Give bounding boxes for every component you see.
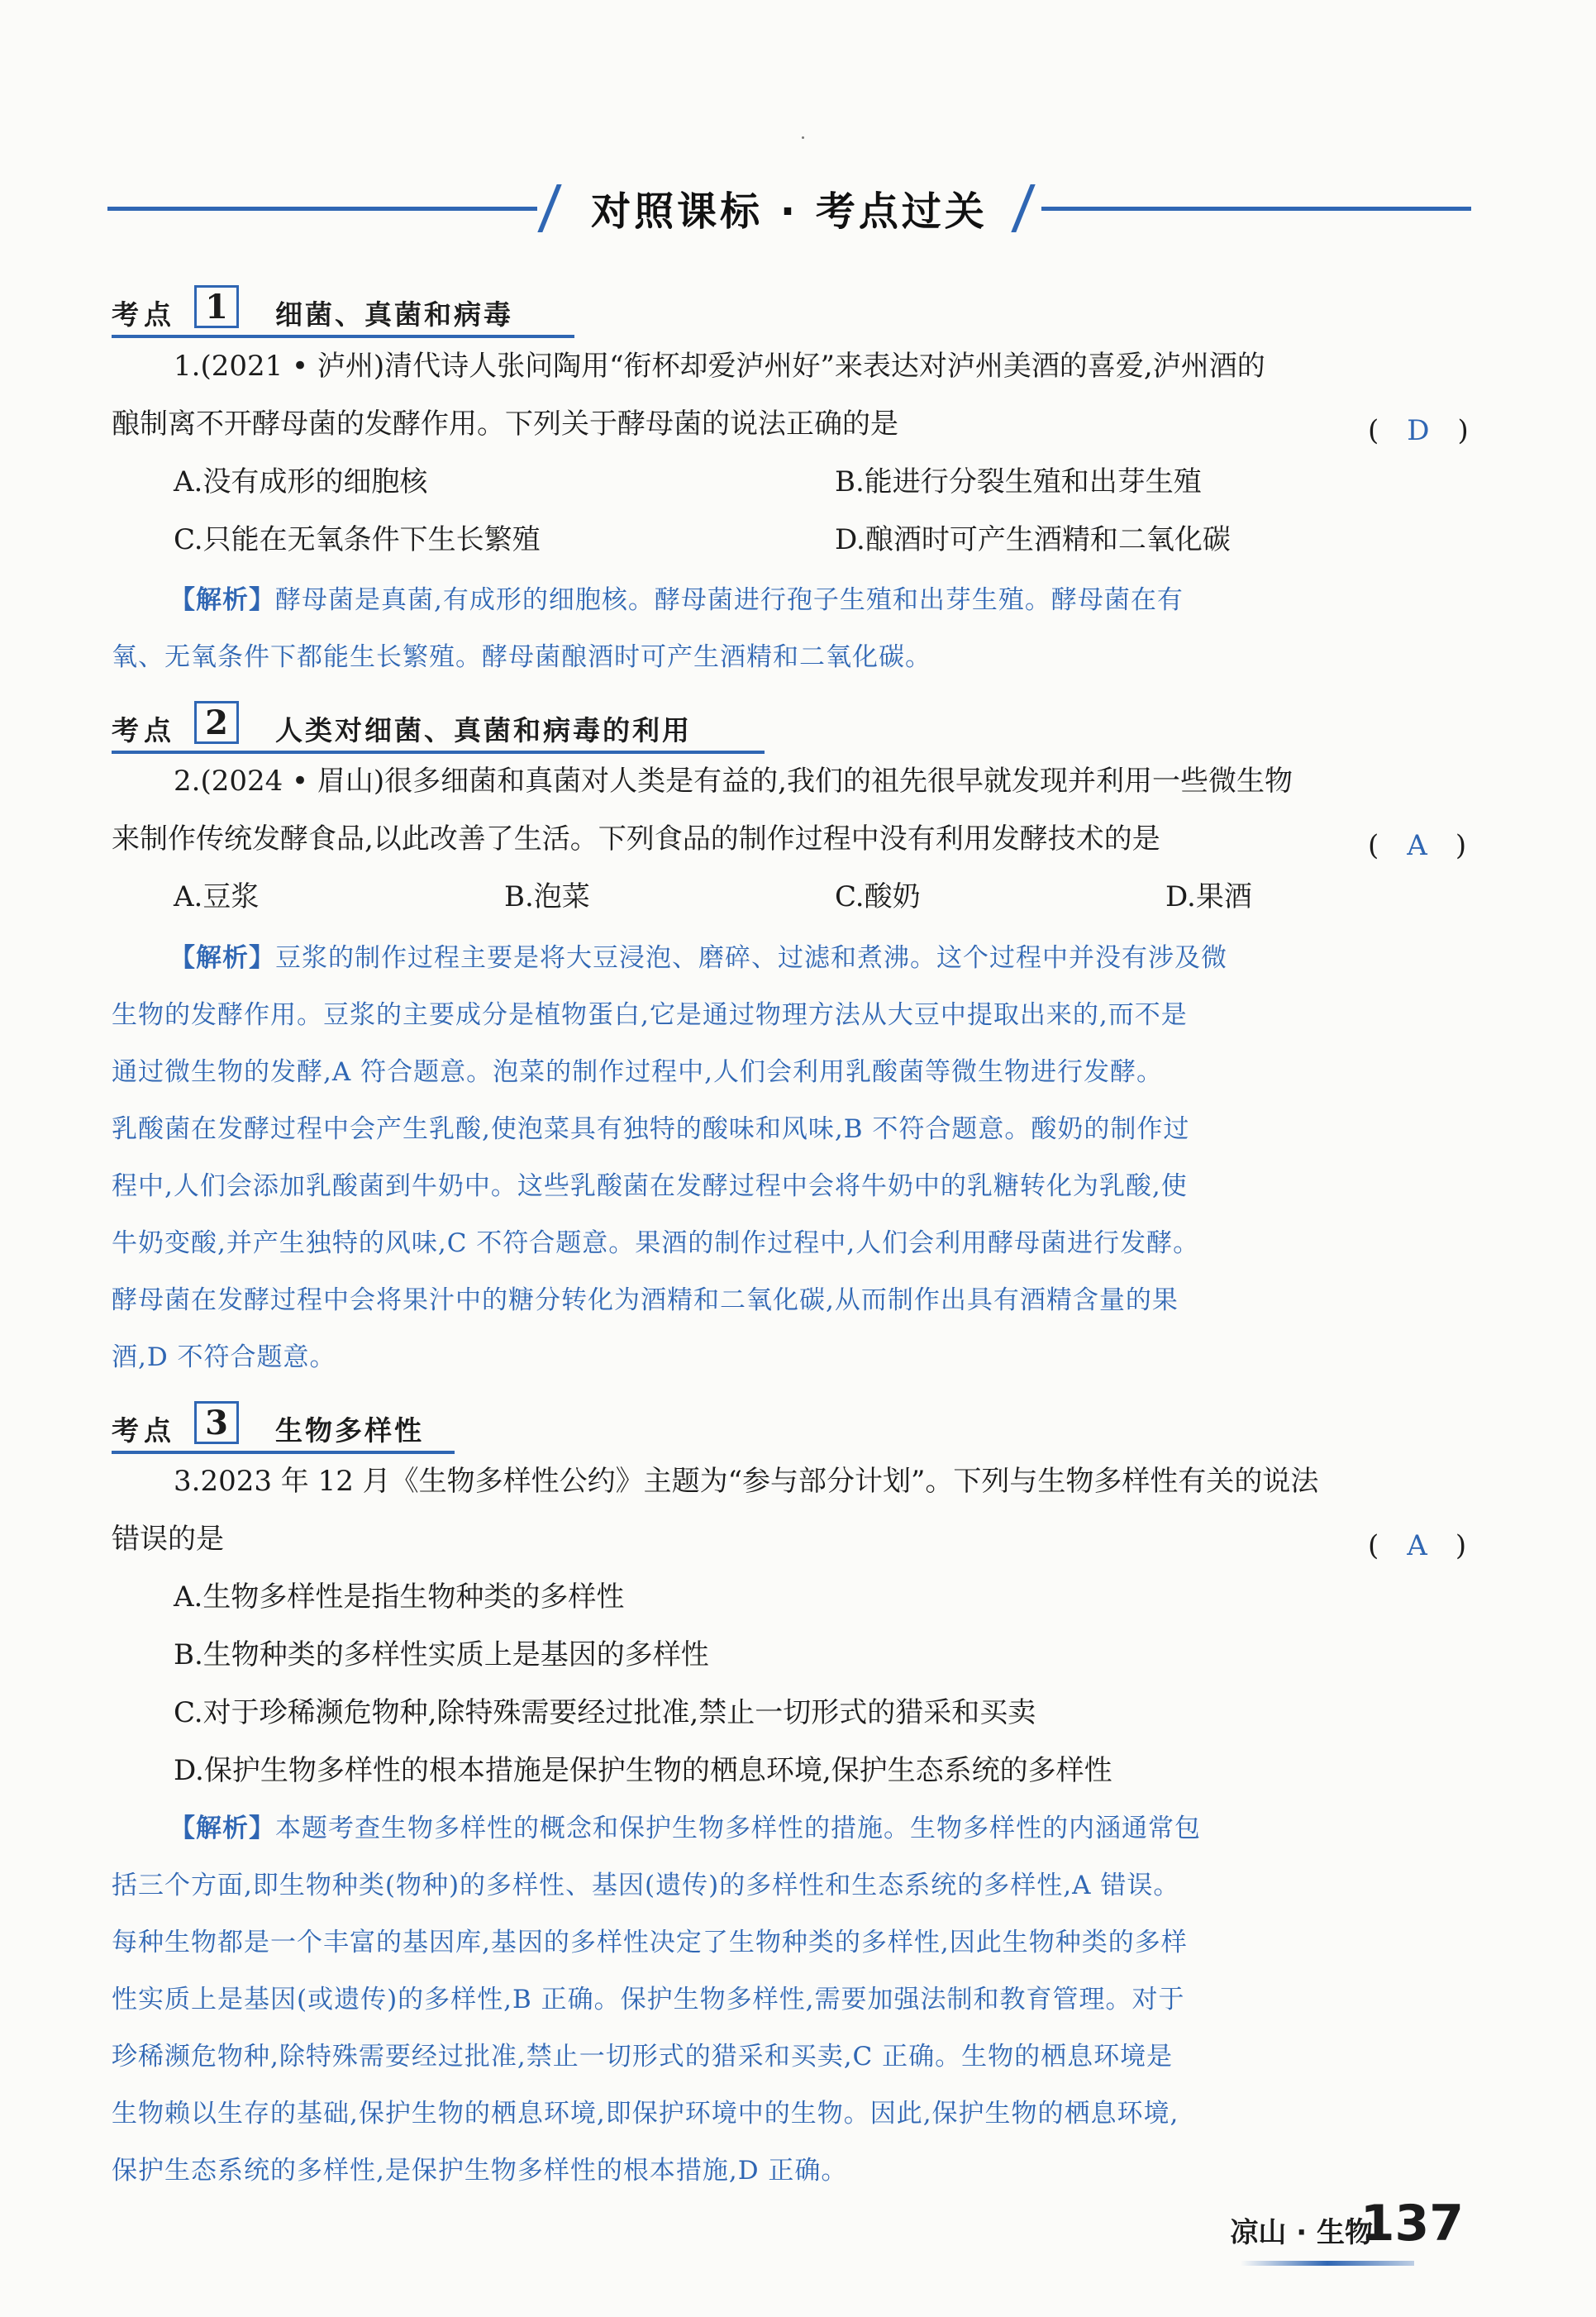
question-1-answer: ( D ) [1368,414,1469,447]
section-underline [112,751,765,754]
analysis-tag: 【解析】 [169,1814,275,1843]
analysis-line: 生物的发酵作用。豆浆的主要成分是植物蛋白,它是通过物理方法从大豆中提取出来的,而不是 [112,1000,1188,1030]
page-title: 对照课标 · 考点过关 [591,188,988,235]
page-footer [1117,2195,1464,2261]
section-underline [112,1451,455,1454]
question-2-option-a: A.豆浆 [174,880,260,913]
header-rule-left [107,207,537,211]
section-label: 考点 [112,1414,176,1447]
analysis-line: 乳酸菌在发酵过程中会产生乳酸,使泡菜具有独特的酸味和风味,B 不符合题意。酸奶的制作过 [112,1114,1190,1144]
header-slash-right [1011,184,1035,232]
analysis-tag: 【解析】 [169,585,275,615]
question-1-line-1: 1.(2021 • 泸州)清代诗人张问陶用“衔杯却爱泸州好”来表达对泸州美酒的喜爱,泸州酒的 [174,350,1265,383]
question-2-line-2: 来制作传统发酵食品,以此改善了生活。下列食品的制作过程中没有利用发酵技术的是 [112,822,1160,856]
analysis-line: 生物赖以生存的基础,保护生物的栖息环境,即保护环境中的生物。因此,保护生物的栖息环境, [112,2099,1179,2129]
analysis-line: 通过微生物的发酵,A 符合题意。泡菜的制作过程中,人们会利用乳酸菌等微生物进行发酵。 [112,1057,1163,1087]
question-3-option-c: C.对于珍稀濒危物种,除特殊需要经过批准,禁止一切形式的猎采和买卖 [174,1696,1036,1729]
answer-letter: A [1407,1529,1427,1562]
section-header-1 [112,285,574,338]
section-title: 细菌、真菌和病毒 [275,298,513,331]
page-header [107,169,1471,244]
analysis-text: 酵母菌是真菌,有成形的细胞核。酵母菌进行孢子生殖和出芽生殖。酵母菌在有 [275,585,1184,615]
answer-letter: D [1407,414,1430,447]
analysis-line: 括三个方面,即生物种类(物种)的多样性、基因(遗传)的多样性和生态系统的多样性,A 错误。 [112,1871,1180,1900]
analysis-text: 本题考查生物多样性的概念和保护生物多样性的措施。生物多样性的内涵通常包 [275,1814,1201,1843]
analysis-tag: 【解析】 [169,943,275,973]
question-3-option-a: A.生物多样性是指生物种类的多样性 [174,1580,625,1614]
footer-accent-bar [1241,2261,1414,2266]
analysis-line: 程中,人们会添加乳酸菌到牛奶中。这些乳酸菌在发酵过程中会将牛奶中的乳糖转化为乳酸,使 [112,1171,1188,1201]
section-number: 2 [194,701,239,744]
question-2-answer: ( A ) [1368,829,1467,862]
header-rule-right [1041,207,1471,211]
section-underline [112,335,574,338]
page-number: 137 [1360,2195,1464,2253]
analysis-line: 保护生态系统的多样性,是保护生物多样性的根本措施,D 正确。 [112,2156,848,2186]
question-3-analysis [112,1800,1467,2200]
question-1-option-b: B.能进行分裂生殖和出芽生殖 [835,465,1202,498]
question-3-line-2: 错误的是 [112,1523,224,1556]
analysis-line [112,572,1467,629]
answer-letter: A [1407,829,1427,862]
analysis-line [112,930,1467,987]
question-1-option-c: C.只能在无氧条件下生长繁殖 [174,523,541,556]
analysis-line: 酒,D 不符合题意。 [112,1342,336,1372]
scan-speck [802,136,804,139]
analysis-text: 豆浆的制作过程主要是将大豆浸泡、磨碎、过滤和煮沸。这个过程中并没有涉及微 [275,943,1227,973]
question-1-line-2: 酿制离不开酵母菌的发酵作用。下列关于酵母菌的说法正确的是 [112,408,898,441]
question-2-option-d: D.果酒 [1165,880,1252,913]
question-2-analysis [112,930,1467,1386]
question-1-option-d: D.酿酒时可产生酒精和二氧化碳 [835,523,1231,556]
question-2-option-b: B.泡菜 [504,880,590,913]
section-header-2 [112,701,765,754]
analysis-line: 性实质上是基因(或遗传)的多样性,B 正确。保护生物多样性,需要加强法制和教育管理。对于 [112,1985,1185,2014]
question-1-analysis [112,572,1467,686]
question-2-option-c: C.酸奶 [835,880,921,913]
question-1-option-a: A.没有成形的细胞核 [174,465,428,498]
analysis-line: 每种生物都是一个丰富的基因库,基因的多样性决定了生物种类的多样性,因此生物种类的多样 [112,1928,1188,1957]
section-label: 考点 [112,714,176,746]
analysis-line: 酵母菌在发酵过程中会将果汁中的糖分转化为酒精和二氧化碳,从而制作出具有酒精含量的果 [112,1285,1179,1315]
question-3-option-d: D.保护生物多样性的根本措施是保护生物的栖息环境,保护生态系统的多样性 [174,1754,1112,1787]
analysis-line: 牛奶变酸,并产生独特的风味,C 不符合题意。果酒的制作过程中,人们会利用酵母菌进行发酵。 [112,1228,1200,1258]
analysis-line: 氧、无氧条件下都能生长繁殖。酵母菌酿酒时可产生酒精和二氧化碳。 [112,642,931,672]
section-title: 生物多样性 [275,1414,424,1447]
section-title: 人类对细菌、真菌和病毒的利用 [275,714,692,746]
question-2-line-1: 2.(2024 • 眉山)很多细菌和真菌对人类是有益的,我们的祖先很早就发现并利用一些微生物 [174,765,1293,798]
analysis-line: 珍稀濒危物种,除特殊需要经过批准,禁止一切形式的猎采和买卖,C 正确。生物的栖息环境是 [112,2042,1174,2071]
section-header-3 [112,1401,1467,1454]
section-number: 3 [194,1401,239,1444]
section-number: 1 [194,285,239,328]
footer-region: 凉山 · 生物 [1230,2216,1373,2249]
header-slash-left [537,184,561,232]
analysis-line [112,1800,1467,1857]
question-3-option-b: B.生物种类的多样性实质上是基因的多样性 [174,1638,709,1671]
section-label: 考点 [112,298,176,331]
question-3-line-1: 3.2023 年 12 月《生物多样性公约》主题为“参与部分计划”。下列与生物多样性有关的说法 [174,1465,1319,1498]
question-3-answer: ( A ) [1368,1529,1467,1562]
